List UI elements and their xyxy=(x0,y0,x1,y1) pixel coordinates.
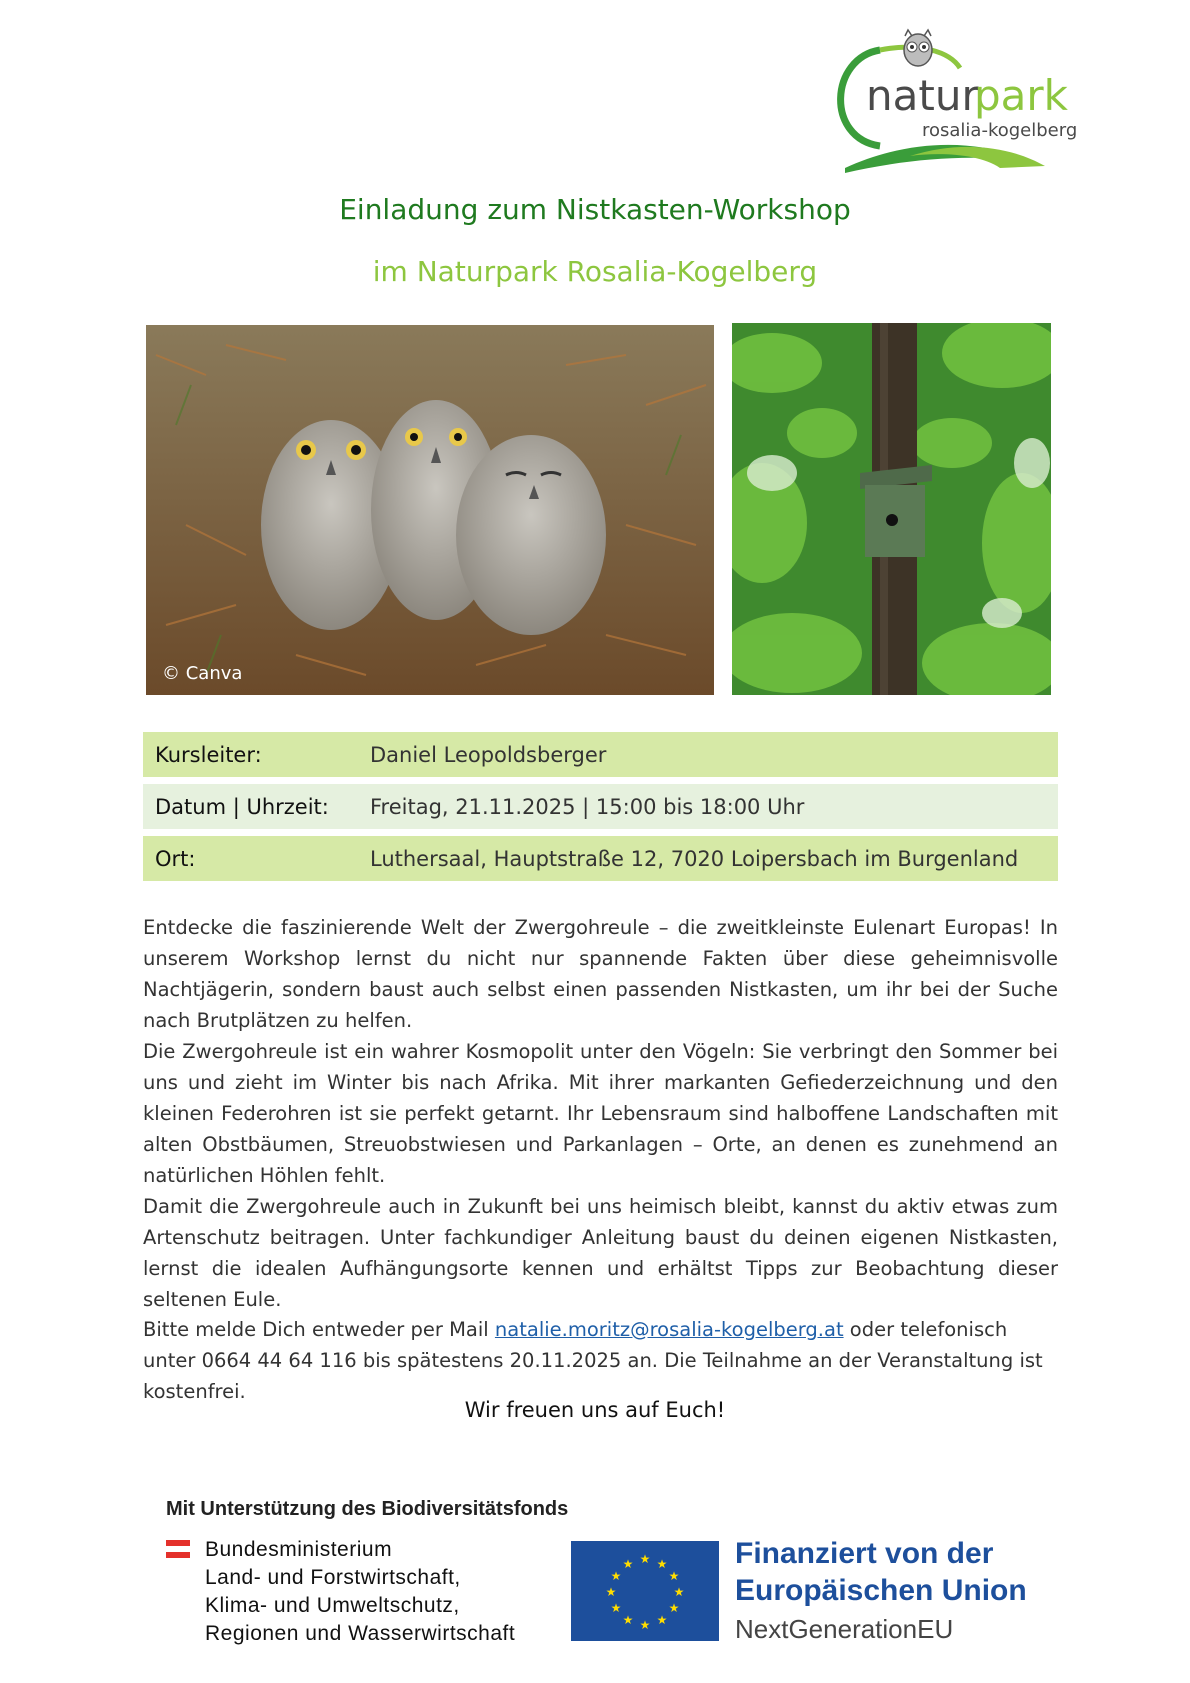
intro-paragraph: Entdecke die faszinierende Welt der Zwergohreule – die zweitkleinste Eulenart Europas! In unserem Workshop lernst du nicht nur spannende Fakten über diese geheimnisvolle Nachtjägerin, sondern baust auch selbst einen passenden Nistkasten, um ihr bei der Suche nach Brutplätzen zu helfen. xyxy=(143,916,1058,1032)
naturpark-logo xyxy=(820,28,1080,188)
registration-text-pre: Bitte melde Dich entweder per Mail xyxy=(143,1318,495,1341)
svg-text:★: ★ xyxy=(639,1552,651,1566)
svg-text:★: ★ xyxy=(610,1601,622,1615)
email-link[interactable]: natalie.moritz@rosalia-kogelberg.at xyxy=(494,1318,844,1341)
svg-text:★: ★ xyxy=(639,1618,651,1632)
ministry-line: Klima- und Umweltschutz, xyxy=(205,1594,460,1617)
habitat-paragraph: Die Zwergohreule ist ein wahrer Kosmopolit unter den Vögeln: Sie verbringt den Sommer bei uns und zieht im Winter bis nach Afrika. Mit ihrer markanten Gefiederzeichnung und den kleinen Federohren ist sie perfekt getarnt. Ihr Lebensraum sind halboffene Landschaften mit alten Obstbäumen, Streuobstwiesen und Parkanlagen – Orte, an denen es zunehmend an natürlichen Höhlen fehlt. xyxy=(143,1040,1058,1187)
photo-credit: © Canva xyxy=(162,663,243,684)
svg-text:★: ★ xyxy=(622,1557,634,1571)
svg-text:★: ★ xyxy=(656,1557,668,1571)
svg-text:★: ★ xyxy=(656,1613,668,1627)
registration-text-post: oder telefonisch unter 0664 44 64 116 bis spätestens 20.11.2025 an. Die Teilnahme an der Veranstaltung ist kostenfrei. xyxy=(143,1318,1043,1403)
info-value: Daniel Leopoldsberger xyxy=(370,742,607,767)
logo-sub: rosalia-kogelberg xyxy=(922,120,1078,141)
ministry-line: Land- und Forstwirtschaft, xyxy=(205,1566,461,1589)
svg-text:★: ★ xyxy=(673,1585,685,1599)
eu-next-generation: NextGenerationEU xyxy=(735,1614,954,1644)
page-title: Einladung zum Nistkasten-Workshop xyxy=(339,193,851,226)
owl-icon xyxy=(904,30,932,66)
ministry-line: Regionen und Wasserwirtschaft xyxy=(205,1622,516,1645)
info-row-location xyxy=(143,836,1058,881)
svg-text:★: ★ xyxy=(668,1601,680,1615)
ministry-line: Bundesministerium xyxy=(205,1538,393,1561)
info-label: Kursleiter: xyxy=(155,742,262,767)
registration-paragraph xyxy=(143,1314,1058,1407)
logo-brand-park: park xyxy=(974,71,1068,120)
logo-brand-natur: natur xyxy=(866,71,979,120)
nest-box-photo xyxy=(732,323,1051,695)
eu-funding-line2: Europäischen Union xyxy=(735,1574,1027,1607)
eu-flag-icon xyxy=(571,1541,719,1641)
page-subtitle: im Naturpark Rosalia-Kogelberg xyxy=(372,255,818,288)
svg-text:★: ★ xyxy=(610,1569,622,1583)
conservation-paragraph: Damit die Zwergohreule auch in Zukunft bei uns heimisch bleibt, kannst du aktiv etwas zum Artenschutz beitragen. Unter fachkundiger Anleitung baust du deinen eigenen Nistkasten, lernst die idealen Aufhängungsorte kennen und erhältst Tipps zur Beobachtung dieser seltenen Eule. xyxy=(143,1195,1058,1311)
svg-text:★: ★ xyxy=(605,1585,617,1599)
info-value: Luthersaal, Hauptstraße 12, 7020 Loipersbach im Burgenland xyxy=(370,846,1019,871)
svg-text:★: ★ xyxy=(622,1613,634,1627)
info-row-instructor xyxy=(143,732,1058,777)
austria-flag-icon xyxy=(166,1540,190,1558)
owl-chicks-photo xyxy=(146,325,714,695)
info-label: Datum | Uhrzeit: xyxy=(155,794,329,819)
logo-graphic xyxy=(820,28,1080,188)
info-value: Freitag, 21.11.2025 | 15:00 bis 18:00 Uhr xyxy=(370,794,805,819)
support-heading: Mit Unterstützung des Biodiversitätsfonds xyxy=(166,1498,569,1520)
closing-line: Wir freuen uns auf Euch! xyxy=(464,1398,726,1422)
svg-text:★: ★ xyxy=(668,1569,680,1583)
info-row-date-time xyxy=(143,784,1058,829)
eu-funding-line1: Finanziert von der xyxy=(735,1537,994,1570)
info-label: Ort: xyxy=(155,846,196,871)
ministry-name xyxy=(205,1536,515,1648)
